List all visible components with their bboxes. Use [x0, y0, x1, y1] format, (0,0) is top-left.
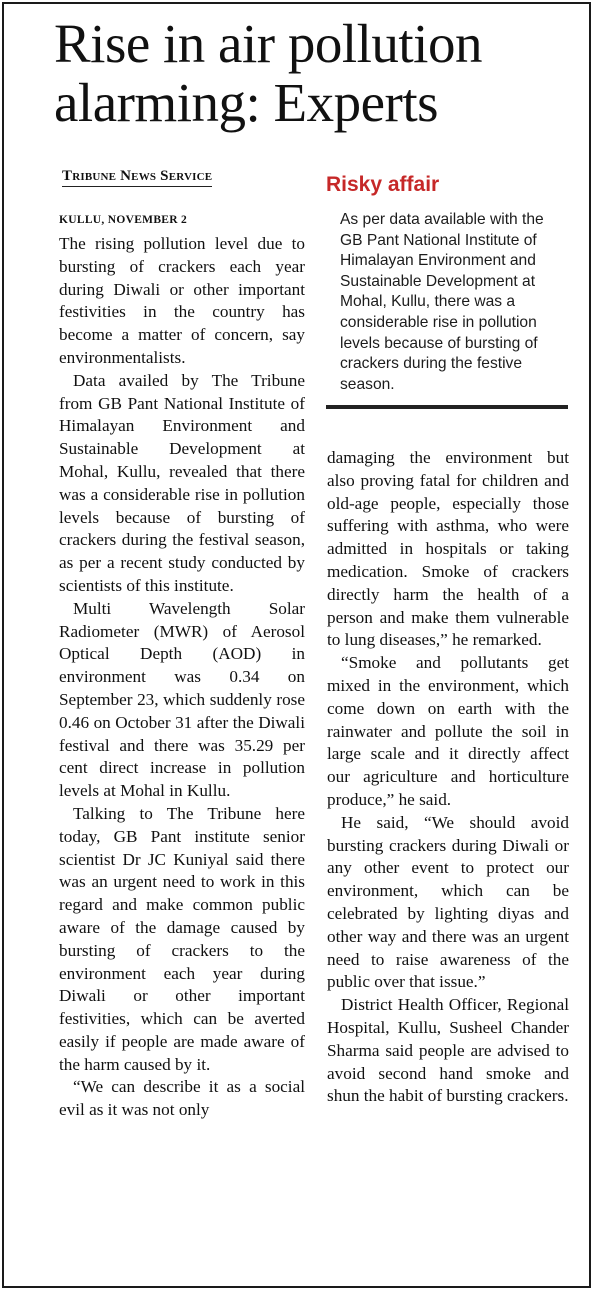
paragraph: damaging the environment but also proving fatal for children and old-age people, especially those suffering with asthma, who were admitted in hospitals or taking medication. Smoke of crackers directly harm the health of a person and make them vulnerable to lung diseases,” he remarked.	[327, 448, 569, 650]
right-column	[327, 447, 569, 1108]
paragraph: Talking to The Tribune here today, GB Pant institute senior scientist Dr JC Kuniyal said there was an urgent need to work in this regard and make common public aware of the damage caused by bursting of crackers to the environment each year during Diwali or other important festivities, which can be averted easily if people are made aware of the harm caused by it.	[59, 803, 305, 1074]
paragraph: District Health Officer, Regional Hospital, Kullu, Susheel Chander Sharma said people are advised to avoid second hand smoke and shun the habit of bursting crackers.	[327, 995, 569, 1106]
byline: Tribune News Service	[62, 168, 212, 187]
news-clipping	[2, 2, 591, 1288]
paragraph: “We can describe it as a social evil as it was not only	[59, 1077, 305, 1120]
dateline: KULLU, NOVEMBER 2	[59, 214, 188, 226]
paragraph: He said, “We should avoid bursting crackers during Diwali or any other event to protect our environment, which can be celebrated by lighting diyas and other way and there was an urgent need to raise awareness of the public over that issue.”	[327, 812, 569, 992]
sidebar-divider	[326, 405, 568, 409]
paragraph: The rising pollution level due to bursting of crackers each year during Diwali or other important festivities in the country has become a matter of concern, say environmentalists.	[59, 234, 305, 367]
headline: Rise in air pollution alarming: Experts	[54, 13, 482, 133]
sidebar-title: Risky affair	[326, 173, 440, 196]
left-column	[59, 213, 305, 1122]
paragraph: Data availed by The Tribune from GB Pant National Institute of Himalayan Environment and Sustainable Development at Mohal, Kullu, revealed that there was a considerable rise in pollution levels because of bursting of crackers during the festival season, as per a recent study conducted by scientists of this institute.	[59, 370, 305, 595]
sidebar-box	[320, 172, 570, 409]
paragraph: “Smoke and pollutants get mixed in the environment, which come down on earth with the rainwater and pollute the soil in large scale and it directly affect our agriculture and horticulture produce,” he said.	[327, 653, 569, 809]
sidebar-body: As per data available with the GB Pant National Institute of Himalayan Environment and Sustainable Development at Mohal, Kullu, there was a considerable rise in pollution levels because of bursting of crackers during the festive season.	[340, 211, 544, 393]
paragraph: Multi Wavelength Solar Radiometer (MWR) of Aerosol Optical Depth (AOD) in environment was 0.34 on September 23, which suddenly rose 0.46 on October 31 after the Diwali festival and there was 35.29 per cent direct increase in pollution levels at Mohal in Kullu.	[59, 598, 305, 801]
